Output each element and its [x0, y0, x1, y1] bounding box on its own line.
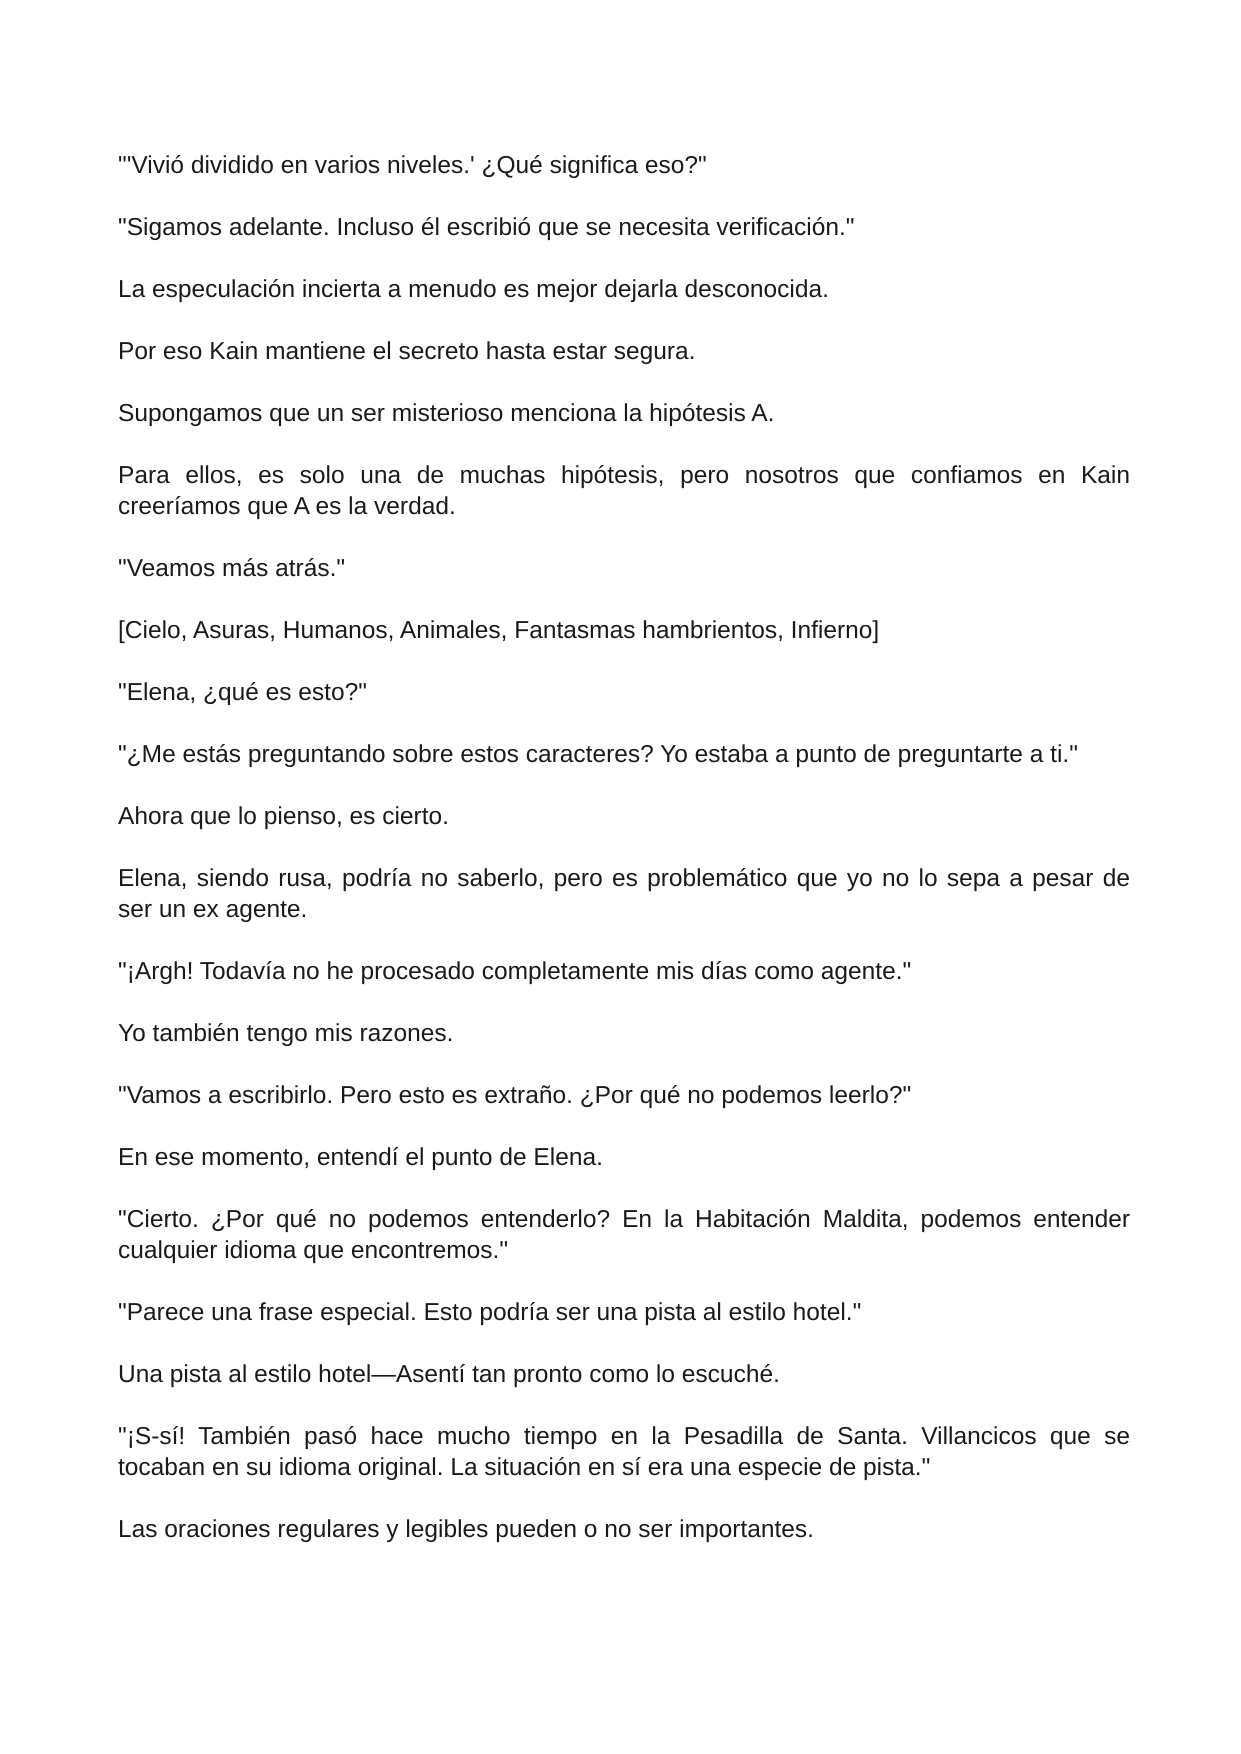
paragraph: Ahora que lo pienso, es cierto. — [118, 803, 449, 830]
paragraph: La especulación incierta a menudo es mejor dejarla desconocida. — [118, 276, 829, 303]
paragraph: "Veamos más atrás." — [118, 555, 346, 582]
paragraph: Las oraciones regulares y legibles pueden o no ser importantes. — [118, 1516, 814, 1543]
paragraph: "Elena, ¿qué es esto?" — [118, 679, 367, 706]
paragraph: [Cielo, Asuras, Humanos, Animales, Fantasmas hambrientos, Infierno] — [118, 617, 880, 644]
paragraph: Por eso Kain mantiene el secreto hasta estar segura. — [118, 338, 696, 365]
paragraph: Supongamos que un ser misterioso menciona la hipótesis A. — [118, 400, 775, 427]
paragraph: "Parece una frase especial. Esto podría ser una pista al estilo hotel." — [118, 1299, 862, 1326]
paragraph: Una pista al estilo hotel—Asentí tan pronto como lo escuché. — [118, 1361, 780, 1388]
paragraph: "'Vivió dividido en varios niveles.' ¿Qué significa eso?" — [118, 152, 707, 179]
document-body — [118, 150, 1130, 1576]
paragraph: Yo también tengo mis razones. — [118, 1020, 454, 1047]
paragraph: "Cierto. ¿Por qué no podemos entenderlo? En la Habitación Maldita, podemos entender cualquier idioma que encontremos." — [118, 1206, 1130, 1264]
paragraph: "¡S-sí! También pasó hace mucho tiempo en la Pesadilla de Santa. Villancicos que se tocaban en su idioma original. La situación en sí era una especie de pista." — [118, 1423, 1130, 1481]
paragraph: En ese momento, entendí el punto de Elena. — [118, 1144, 603, 1171]
paragraph: Elena, siendo rusa, podría no saberlo, pero es problemático que yo no lo sepa a pesar de ser un ex agente. — [118, 865, 1130, 923]
paragraph: "¡Argh! Todavía no he procesado completamente mis días como agente." — [118, 958, 912, 985]
paragraph: "Sigamos adelante. Incluso él escribió que se necesita verificación." — [118, 214, 855, 241]
paragraph: "Vamos a escribirlo. Pero esto es extraño. ¿Por qué no podemos leerlo?" — [118, 1082, 912, 1109]
paragraph: "¿Me estás preguntando sobre estos caracteres? Yo estaba a punto de preguntarte a ti." — [118, 741, 1078, 768]
paragraph: Para ellos, es solo una de muchas hipótesis, pero nosotros que confiamos en Kain creeríamos que A es la verdad. — [118, 462, 1130, 520]
